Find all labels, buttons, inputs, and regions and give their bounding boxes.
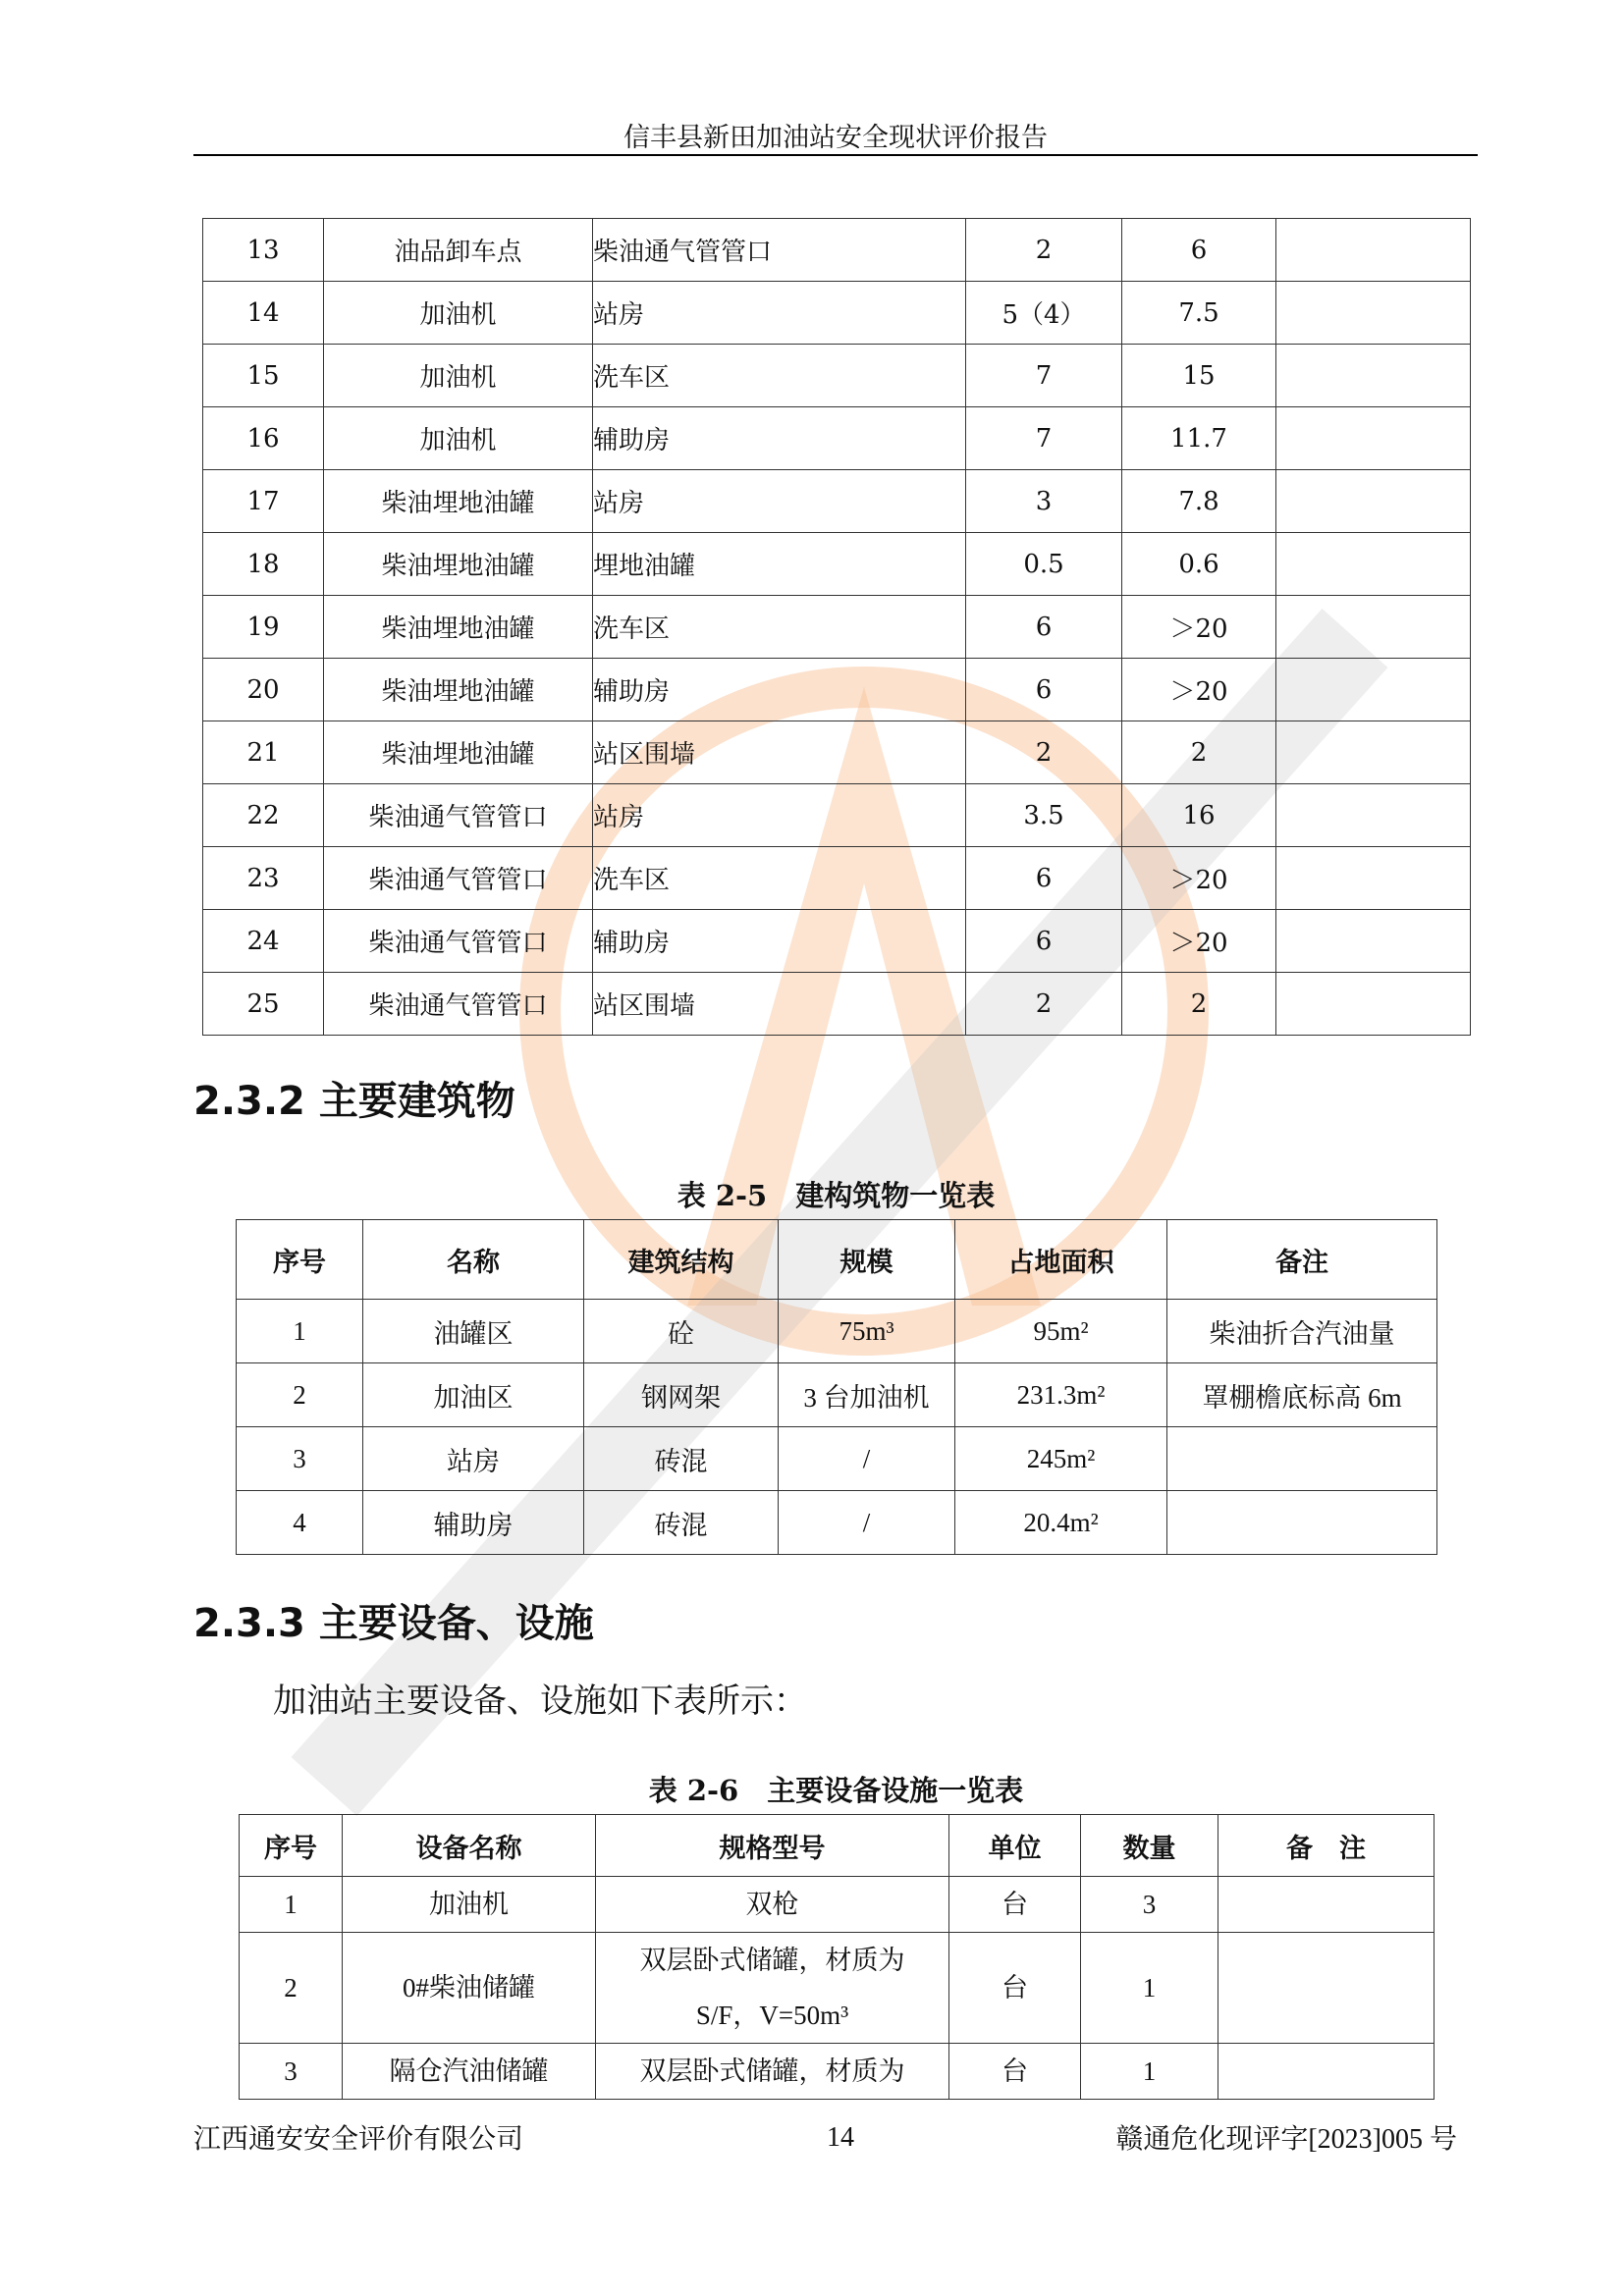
table-cell: 25 — [203, 973, 324, 1036]
table-cell: 2 — [237, 1363, 363, 1427]
table-cell: ＞20 — [1122, 847, 1276, 910]
table-cell: 钢网架 — [584, 1363, 779, 1427]
footer-page-number: 14 — [827, 2122, 854, 2153]
table-cell — [1218, 2044, 1435, 2100]
distance-table — [202, 218, 1471, 1036]
page-header-title: 信丰县新田加油站安全现状评价报告 — [623, 123, 1048, 153]
table-row — [203, 784, 1471, 847]
table-cell: 23 — [203, 847, 324, 910]
table-cell: 20.4m² — [955, 1491, 1167, 1555]
table-caption-2-6: 表 2-6 主要设备设施一览表 — [648, 1774, 1024, 1807]
table-cell: 辅助房 — [363, 1491, 584, 1555]
table-cell: 95m² — [955, 1300, 1167, 1363]
header-divider — [193, 154, 1478, 156]
table-row — [203, 219, 1471, 282]
table-row — [203, 721, 1471, 784]
equipment-table — [239, 1814, 1435, 2100]
table-cell — [1276, 533, 1471, 596]
table-cell: 0#柴油储罐 — [343, 1933, 596, 2044]
table-cell: 2 — [1122, 721, 1276, 784]
table-cell: 柴油折合汽油量 — [1167, 1300, 1437, 1363]
table-row — [240, 2044, 1435, 2100]
column-header: 名称 — [363, 1220, 584, 1300]
table-row — [203, 470, 1471, 533]
table-cell: 辅助房 — [593, 407, 966, 470]
table-cell: 13 — [203, 219, 324, 282]
table-cell: 站区围墙 — [593, 721, 966, 784]
table-cell: 6 — [1122, 219, 1276, 282]
table-cell: 埋地油罐 — [593, 533, 966, 596]
table-cell: 双枪 — [596, 1877, 949, 1933]
table-cell — [1276, 596, 1471, 659]
table-cell: 砼 — [584, 1300, 779, 1363]
table-cell: 21 — [203, 721, 324, 784]
table-cell: 22 — [203, 784, 324, 847]
table-cell: 罩棚檐底标高 6m — [1167, 1363, 1437, 1427]
column-header: 建筑结构 — [584, 1220, 779, 1300]
table-cell: 2 — [966, 219, 1122, 282]
column-header: 规模 — [779, 1220, 955, 1300]
column-header: 备 注 — [1218, 1815, 1435, 1877]
table-cell: 双层卧式储罐，材质为 — [596, 2044, 949, 2100]
table-row — [203, 407, 1471, 470]
table-cell — [1276, 847, 1471, 910]
table-cell: 20 — [203, 659, 324, 721]
table-cell: 柴油埋地油罐 — [324, 470, 593, 533]
table-cell: 7.8 — [1122, 470, 1276, 533]
table-row — [237, 1491, 1437, 1555]
table-cell: 站房 — [593, 784, 966, 847]
table-cell: 站房 — [593, 470, 966, 533]
table-cell: 隔仓汽油储罐 — [343, 2044, 596, 2100]
table-cell — [1276, 470, 1471, 533]
table-cell: 0.5 — [966, 533, 1122, 596]
column-header: 设备名称 — [343, 1815, 596, 1877]
table-cell: 柴油通气管管口 — [593, 219, 966, 282]
column-header: 序号 — [240, 1815, 343, 1877]
table-cell: / — [779, 1491, 955, 1555]
column-header: 规格型号 — [596, 1815, 949, 1877]
table-cell: 2 — [966, 721, 1122, 784]
table-cell: 砖混 — [584, 1491, 779, 1555]
table-cell: 油罐区 — [363, 1300, 584, 1363]
table-row — [203, 973, 1471, 1036]
table-cell: 柴油通气管管口 — [324, 973, 593, 1036]
table-cell: 柴油埋地油罐 — [324, 533, 593, 596]
table-cell: 15 — [203, 345, 324, 407]
table-cell: 3 — [240, 2044, 343, 2100]
table-cell: 6 — [966, 847, 1122, 910]
table-row — [203, 847, 1471, 910]
table-cell: 5（4） — [966, 282, 1122, 345]
table-cell: ＞20 — [1122, 596, 1276, 659]
table-cell: 1 — [240, 1877, 343, 1933]
table-cell — [1276, 784, 1471, 847]
table-cell: ＞20 — [1122, 659, 1276, 721]
column-header: 占地面积 — [955, 1220, 1167, 1300]
table-cell: 柴油通气管管口 — [324, 910, 593, 973]
footer-doc-number: 赣通危化现评字[2023]005 号 — [1115, 2124, 1457, 2155]
table-cell: 柴油通气管管口 — [324, 847, 593, 910]
table-cell: 1 — [1081, 1933, 1218, 2044]
table-row — [240, 1877, 1435, 1933]
table-cell: 18 — [203, 533, 324, 596]
table-cell: 2 — [240, 1933, 343, 2044]
table-row — [203, 596, 1471, 659]
table-cell: 3 — [966, 470, 1122, 533]
table-cell — [1276, 345, 1471, 407]
table-cell: 站区围墙 — [593, 973, 966, 1036]
table-cell: 16 — [1122, 784, 1276, 847]
table-cell: 6 — [966, 596, 1122, 659]
table-cell: 洗车区 — [593, 847, 966, 910]
table-cell — [1167, 1427, 1437, 1491]
table-cell: 7 — [966, 407, 1122, 470]
table-cell: 2 — [1122, 973, 1276, 1036]
table-cell — [1218, 1933, 1435, 2044]
table-cell: 柴油埋地油罐 — [324, 596, 593, 659]
table-cell: 14 — [203, 282, 324, 345]
table-cell: 柴油通气管管口 — [324, 784, 593, 847]
table-cell: 洗车区 — [593, 345, 966, 407]
table-cell — [1167, 1491, 1437, 1555]
table-cell: 站房 — [363, 1427, 584, 1491]
table-cell: 站房 — [593, 282, 966, 345]
table-cell: 加油区 — [363, 1363, 584, 1427]
table-cell: 油品卸车点 — [324, 219, 593, 282]
column-header: 备注 — [1167, 1220, 1437, 1300]
table-cell: 2 — [966, 973, 1122, 1036]
table-cell: 柴油埋地油罐 — [324, 659, 593, 721]
table-cell: 17 — [203, 470, 324, 533]
table-cell: 柴油埋地油罐 — [324, 721, 593, 784]
table-cell: 245m² — [955, 1427, 1167, 1491]
table-cell: 3.5 — [966, 784, 1122, 847]
table-cell — [1276, 282, 1471, 345]
table-row — [203, 282, 1471, 345]
table-row — [237, 1363, 1437, 1427]
table-cell — [1276, 659, 1471, 721]
table-cell: 75m³ — [779, 1300, 955, 1363]
table-cell: 洗车区 — [593, 596, 966, 659]
table-cell: 3 — [1081, 1877, 1218, 1933]
table-cell: 4 — [237, 1491, 363, 1555]
table-cell: 11.7 — [1122, 407, 1276, 470]
table-cell: 加油机 — [343, 1877, 596, 1933]
table-cell: 15 — [1122, 345, 1276, 407]
table-cell: 24 — [203, 910, 324, 973]
table-cell: 双层卧式储罐，材质为 S/F，V=50m³ — [596, 1933, 949, 2044]
table-cell — [1218, 1877, 1435, 1933]
table-cell: 0.6 — [1122, 533, 1276, 596]
table-cell: 231.3m² — [955, 1363, 1167, 1427]
table-cell: 加油机 — [324, 407, 593, 470]
table-cell: 辅助房 — [593, 910, 966, 973]
table-cell: 19 — [203, 596, 324, 659]
table-caption-2-5: 表 2-5 建构筑物一览表 — [677, 1179, 996, 1212]
table-cell — [1276, 407, 1471, 470]
table-cell: 加油机 — [324, 282, 593, 345]
table-cell: 台 — [949, 2044, 1081, 2100]
table-cell: 6 — [966, 659, 1122, 721]
table-cell: 加油机 — [324, 345, 593, 407]
section-heading-2-3-2: 2.3.2 主要建筑物 — [193, 1079, 515, 1124]
table-cell: 台 — [949, 1877, 1081, 1933]
table-cell: 7 — [966, 345, 1122, 407]
table-cell: 辅助房 — [593, 659, 966, 721]
table-cell: ＞20 — [1122, 910, 1276, 973]
table-cell — [1276, 219, 1471, 282]
footer-company: 江西通安安全评价有限公司 — [193, 2124, 524, 2155]
section-heading-2-3-3: 2.3.3 主要设备、设施 — [193, 1601, 594, 1646]
column-header: 单位 — [949, 1815, 1081, 1877]
table-cell — [1276, 973, 1471, 1036]
table-row — [203, 659, 1471, 721]
table-row — [203, 910, 1471, 973]
column-header: 序号 — [237, 1220, 363, 1300]
table-cell: 6 — [966, 910, 1122, 973]
table-cell — [1276, 721, 1471, 784]
table-cell: / — [779, 1427, 955, 1491]
table-row — [240, 1933, 1435, 2044]
intro-paragraph: 加油站主要设备、设施如下表所示： — [273, 1682, 807, 1721]
table-row — [237, 1427, 1437, 1491]
table-cell: 台 — [949, 1933, 1081, 2044]
buildings-table — [236, 1219, 1437, 1555]
table-row — [203, 345, 1471, 407]
table-cell: 3 台加油机 — [779, 1363, 955, 1427]
table-cell: 砖混 — [584, 1427, 779, 1491]
table-row — [203, 533, 1471, 596]
column-header: 数量 — [1081, 1815, 1218, 1877]
table-cell: 1 — [1081, 2044, 1218, 2100]
table-cell: 16 — [203, 407, 324, 470]
table-cell — [1276, 910, 1471, 973]
table-row — [237, 1300, 1437, 1363]
table-cell: 3 — [237, 1427, 363, 1491]
table-cell: 1 — [237, 1300, 363, 1363]
table-cell: 7.5 — [1122, 282, 1276, 345]
